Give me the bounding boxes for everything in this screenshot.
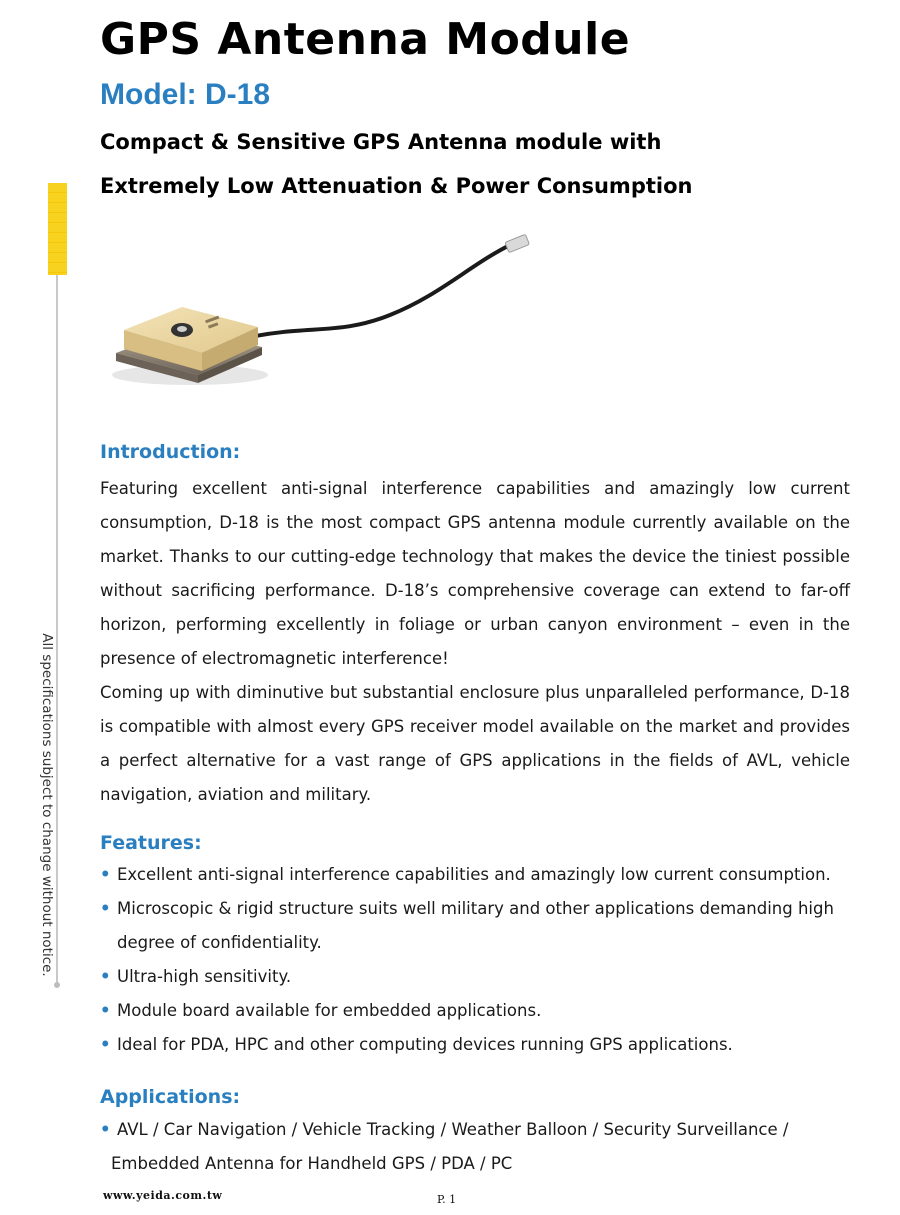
list-item: • Module board available for embedded applications.	[100, 994, 860, 1028]
list-item: • Microscopic & rigid structure suits well military and other applications demanding high degree of confidentiality.	[100, 892, 860, 960]
bullet-icon: •	[100, 1120, 111, 1139]
list-item	[100, 1113, 860, 1181]
introduction-heading: Introduction:	[100, 441, 241, 463]
features-heading: Features:	[100, 832, 202, 854]
page-number: P. 1	[437, 1193, 457, 1206]
side-decoration-dot	[54, 982, 60, 988]
bullet-icon: •	[100, 1035, 111, 1054]
features-list	[100, 858, 860, 1062]
list-item: • Ideal for PDA, HPC and other computing devices running GPS applications.	[100, 1028, 860, 1062]
bullet-icon: •	[100, 967, 111, 986]
model-label: Model: D-18	[100, 78, 271, 111]
side-disclaimer: All specifications subject to change without notice.	[39, 633, 55, 977]
tagline-line-1: Compact & Sensitive GPS Antenna module with	[100, 130, 662, 154]
tagline-line-2: Extremely Low Attenuation & Power Consumption	[100, 174, 693, 198]
applications-heading: Applications:	[100, 1086, 241, 1108]
bullet-icon: •	[100, 1001, 111, 1020]
introduction-body	[100, 472, 850, 812]
bullet-icon: •	[100, 899, 111, 918]
bullet-icon: •	[100, 865, 111, 884]
introduction-paragraph-1: Featuring excellent anti-signal interference capabilities and amazingly low current consumption, D-18 is the most compact GPS antenna module currently available on the market. Thanks to our cutting-edge technology that makes the device the tiniest possible without sacrificing performance. D-18’s comprehensive coverage can extend to far-off horizon, performing excellently in foliage or urban canyon environment – even in the presence of electromagnetic interference!	[100, 479, 850, 668]
list-item: • Ultra-high sensitivity.	[100, 960, 860, 994]
introduction-paragraph-2: Coming up with diminutive but substantial enclosure plus unparalleled performance, D-18 is compatible with almost every GPS receiver model available on the market and provides a perfect alternative for a vast range of GPS applications in the fields of AVL, vehicle navigation, aviation and military.	[100, 683, 850, 804]
footer-url: www.yeida.com.tw	[103, 1189, 223, 1202]
list-item: • Excellent anti-signal interference capabilities and amazingly low current consumption.	[100, 858, 860, 892]
applications-line-2: Embedded Antenna for Handheld GPS / PDA / PC	[111, 1154, 513, 1173]
side-decoration-bar	[48, 183, 67, 275]
applications-list	[100, 1113, 860, 1181]
page-title: GPS Antenna Module	[100, 14, 631, 65]
side-decoration-line	[56, 275, 58, 985]
applications-line-1: AVL / Car Navigation / Vehicle Tracking / Weather Balloon / Security Surveillance /	[117, 1120, 789, 1139]
product-photo-antenna	[110, 225, 550, 400]
